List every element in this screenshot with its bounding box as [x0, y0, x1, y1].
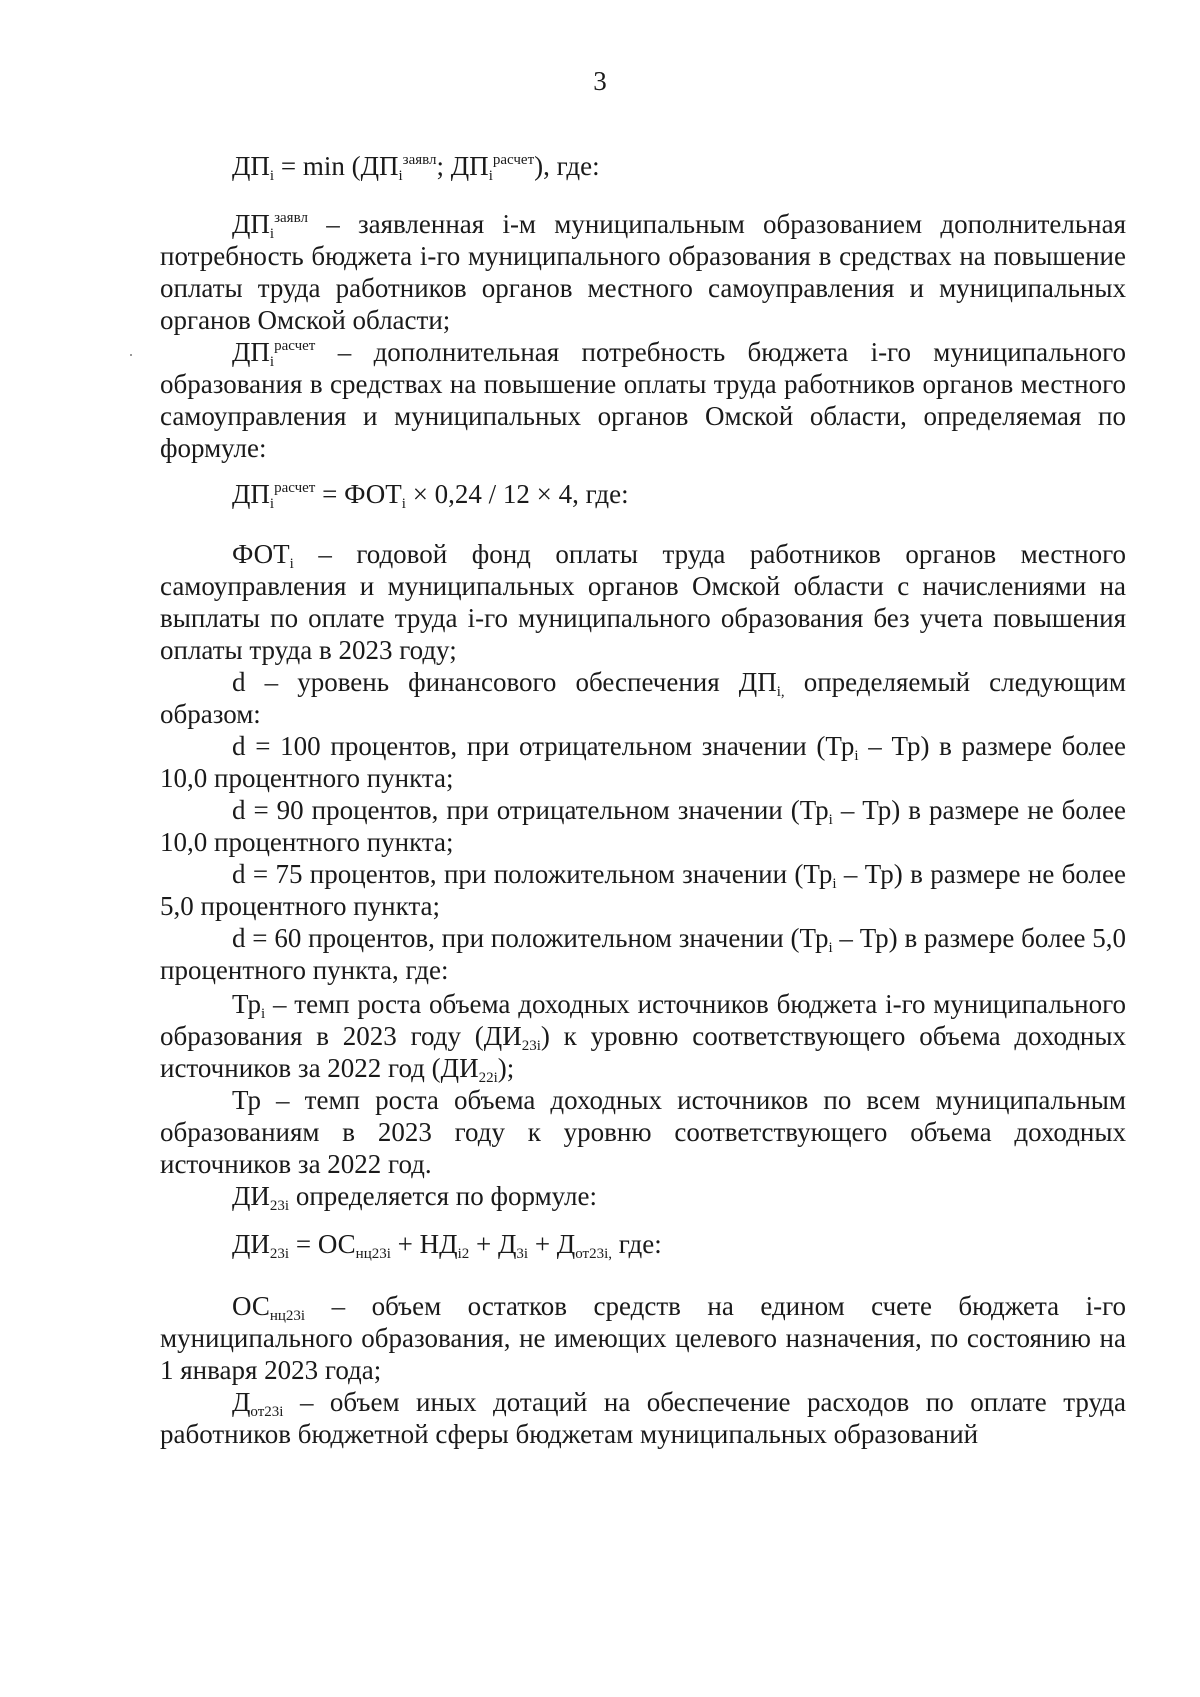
def-d-100: d = 100 процентов, при отрицательном значении $(Тр_i - Тр)$ в размере более 10,0 процентного пункта; [160, 731, 1126, 793]
definitions-fot [160, 538, 1126, 986]
def-tr-i: $Тр_i$ – темп роста объема доходных источников бюджета i-го муниципального образования в 2023 году $(ДИ_{23i})$ к уровню соответствующего объема доходных источников за 2022 год $(ДИ_{22i})$; [160, 989, 1126, 1086]
def-d: d – уровень финансового обеспечения $ДП_{i,}$ определяемый следующим образом: [160, 667, 1126, 729]
def-tr: Тр – темп роста объема доходных источников по всем муниципальным образованиям в 2023 году к уровню соответствующего объема доходных источников за 2022 год. [160, 1085, 1126, 1179]
page-number: 3 [593, 66, 607, 96]
def-d-90: d = 90 процентов, при отрицательном значении $(Тр_i - Тр)$ в размере не более 10,0 процентного пункта; [160, 795, 1126, 857]
definitions-tr [160, 988, 1126, 1212]
formula-dp-raschet: $ДП_i^{расчет} = ФОТ_i \times 0,24 / 12 \times 4$, где: [232, 479, 629, 512]
def-d-60: d = 60 процентов, при положительном значении $(Тр_i - Тр)$ в размере более 5,0 процентного пункта, где: [160, 923, 1126, 985]
def-dp-zayavl: $ДП_i^{заявл}$ – заявленная i-м муниципальным образованием дополнительная потребность бюджета i-го муниципального образования в средствах на повышение оплаты труда работников органов местного самоуправления и муниципальных органов Омской области; [160, 209, 1126, 335]
def-d-75: d = 75 процентов, при положительном значении $(Тр_i - Тр)$ в размере не более 5,0 процентного пункта; [160, 859, 1126, 921]
formula-di23i: $ДИ_{23i} = ОС_{нц23i} + НД_{i2} + Д_{3i} + Д_{от23i,}$ где: [232, 1229, 662, 1262]
def-os-nc23i: $ОС_{нц23i}$ – объем остатков средств на едином счете бюджета i-го муниципального образования, не имеющих целевого назначения, по состоянию на 1 января 2023 года; [160, 1291, 1126, 1385]
definitions-dp [160, 208, 1126, 464]
def-fot: $ФОТ_i$ – годовой фонд оплаты труда работников органов местного самоуправления и муниципальных органов Омской области с начислениями на выплаты по оплате труда i-го муниципального образования без учета повышения оплаты труда в 2023 году; [160, 539, 1126, 665]
definitions-os [160, 1290, 1126, 1450]
def-dp-raschet: $ДП_i^{расчет}$ – дополнительная потребность бюджета i-го муниципального образования в средствах на повышение оплаты труда работников органов местного самоуправления и муниципальных органов Омской области, определяемая по формуле: [160, 337, 1126, 463]
margin-mark [130, 354, 132, 356]
def-d-ot23i: $Д_{от23i}$ – объем иных дотаций на обеспечение расходов по оплате труда работников бюджетной сферы бюджетам муниципальных образований [160, 1387, 1126, 1449]
def-di23i: $ДИ_{23i}$ определяется по формуле: [232, 1181, 597, 1214]
formula-dp-min: $ДП_i = \min (ДП_i^{заявл}$; $ДП_i^{расчет}$), где: [232, 151, 600, 184]
